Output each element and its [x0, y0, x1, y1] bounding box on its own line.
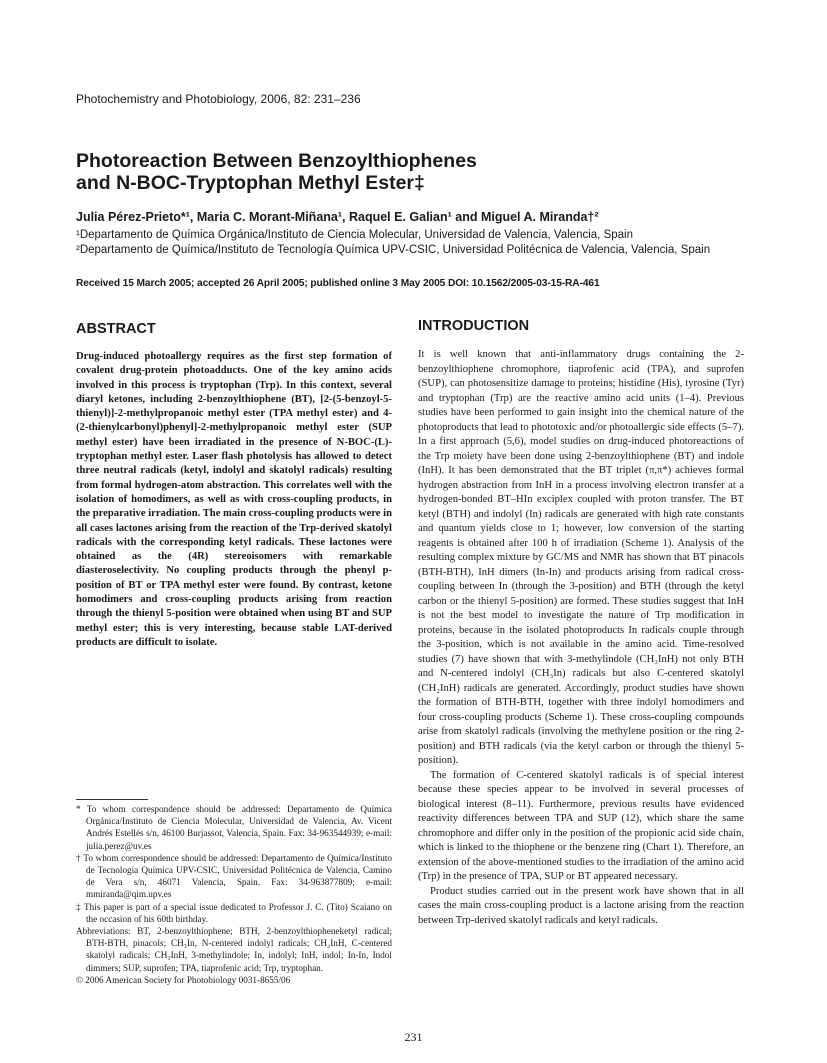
journal-citation: Photochemistry and Photobiology, 2006, 82: 231–236 [76, 92, 361, 106]
title-line-2: and N-BOC-Tryptophan Methyl Ester‡ [76, 172, 425, 194]
footnotes [76, 803, 392, 986]
page-number: 231 [404, 1030, 423, 1044]
article-title [76, 150, 676, 194]
introduction-body [418, 348, 744, 928]
footnote-copyright: © 2006 American Society for Photobiology 0031-8655/06 [76, 974, 291, 985]
footnote-corresponding-1: * To whom correspondence should be addressed: Departamento de Química Orgánica/Instituto de Ciencia Molecular, Universidad de Valencia, Av. Vicent Andrés Estellés s/n, 46100 Burjassot, Valencia, Spain. Fax: 34-963544939; e-mail: julia.perez@uv.es [76, 804, 392, 851]
affiliation-2: ²Departamento de Química/Instituto de Tecnología Química UPV-CSIC, Universidad Politécnica de Valencia, Valencia, Spain [76, 244, 711, 256]
affiliation-1: ¹Departamento de Química Orgánica/Instituto de Ciencia Molecular, Universidad de Valencia, Valencia, Spain [76, 229, 633, 241]
intro-paragraph: It is well known that anti-inflammatory drugs containing the 2-benzoylthiophene chromophore, tiaprofenic acid (TPA), and suprofen (SUP), can photosensitize damage to proteins; histidine (His), tyrosine (Tyr) and tryptophan (Trp) are the reactive amino acid units (1–4). Previous studies have been performed to gain insight into the chemical nature of the photoproducts that lead to phototoxic and/or photoallergic side effects (5–7). In a first approach (5,6), model studies on drug-induced photoreactions of the Trp moiety have been done using 2-benzoylthiophene (BT) and indole (InH). It has been demonstrated that the BT triplet (π,π*) achieves formal hydrogen abstraction from InH in a process involving electron transfer at a hydrogen-bonded BT–HIn exciplex coupled with proton transfer. The BT ketyl (BTH) and indolyl (In) radicals are generated with high rate constants and quantum yields close to 1; however, low conversion of the starting reagents is obtained after 100 h of irradiation (Scheme 1). Analysis of the resulting complex mixture by GC/MS and NMR has shown that BT pinacols (BTH-BTH), InH dimers (In-In) and products arising from radical cross-coupling between In (through the 3-position) and BTH (through the ketyl carbon or the thienyl 5-position) are formed. These studies suggest that InH is not the best model to investigate the nature of Trp modification in proteins, because in the isolated photoproducts In radicals couple through the 3-position, which is not available in the amino acid. Time-resolved studies (7) have shown that with 3-methylindole (CH₃InH) not only BTH and N-centered indolyl (CH₃In) radicals but also C-centered skatolyl (CH₂InH) radicals are generated. Accordingly, product studies have shown the formation of BTH-BTH, together with three indolyl homodimers and four cross-coupling products (Scheme 1). These cross-coupling compounds arise from skatolyl radicals (involving the methylene position or the ring 2-position) and BTH radicals (via the ketyl carbon or through the thienyl 5-position). [418, 349, 744, 766]
abstract-heading: ABSTRACT [76, 321, 156, 337]
author-list: Julia Pérez-Prieto*¹, Maria C. Morant-Miñana¹, Raquel E. Galian¹ and Miguel A. Miranda†² [76, 210, 599, 224]
intro-paragraph: Product studies carried out in the present work have shown that in all cases the main cross-coupling product is a lactone arising from the reaction between Trp-derived skatolyl radicals and ketyl radicals. [418, 885, 744, 926]
introduction-heading: INTRODUCTION [418, 318, 530, 334]
footnote-abbreviations: Abbreviations: BT, 2-benzoylthiophene; BTH, 2-benzoylthiopheneketyl radical; BTH-BTH, pinacols; CH₃In, N-centered indolyl radicals; CH₂InH, C-centered skatolyl radicals; CH₃InH, 3-methylindole; In, indolyl; InH, indol; In-In, Indol dimmers; SUP, suprofen; TPA, tiaprofenic acid; Trp, tryptophan. [76, 926, 392, 973]
footnote-corresponding-2: † To whom correspondence should be addressed: Departamento de Química/Instituto de Tecnología Química UPV-CSIC, Universidad Politécnica de Valencia, Camino de Vera s/n, 46071 Valencia, Spain. Fax: 34-963877809; e-mail: mmiranda@qim.upv.es [76, 852, 392, 900]
title-line-1: Photoreaction Between Benzoylthiophenes [76, 150, 477, 172]
footnote-rule [76, 799, 148, 800]
received-dates: Received 15 March 2005; accepted 26 April 2005; published online 3 May 2005 DOI: 10.1562/2005-03-15-RA-461 [76, 278, 600, 289]
abstract-body: Drug-induced photoallergy requires as the first step formation of covalent drug-protein photoadducts. One of the key amino acids involved in this process is tryptophan (Trp). In this context, several diaryl ketones, including 2-benzoylthiophene (BT), [2-(5-benzoyl-5-thienyl)]-2-methylpropanoic methyl ester (TPA methyl ester) and 4-(2-thienylcarbonyl)phenyl]-2-methylpropanoic methyl ester (SUP methyl ester) have been irradiated in the presence of N-BOC-(L)-tryptophan methyl ester. Laser flash photolysis has allowed to detect three neutral radicals (ketyl, indolyl and skatolyl radicals) resulting from formal hydrogen-atom abstraction. This correlates well with the isolation of homodimers, as well as with cross-coupling products, in the preparative irradiation. The main cross-coupling products were in all cases lactones arising from the reaction of the Trp-derived skatolyl radicals with the corresponding ketyl radicals. These lactones were obtained as the (4R) stereoisomers with remarkable diasteroselectivity. No coupling products through the phenyl p-position of BT or TPA methyl ester were found. By contrast, ketone homodimers and cross-coupling products arising from reaction through the thienyl 5-position were obtained when using BT and SUP methyl ester; this is very interesting, because stable LAT-derived products are difficult to isolate. [76, 351, 392, 648]
footnote-dedication: ‡ This paper is part of a special issue dedicated to Professor J. C. (Tito) Scaiano on the occasion of his 60th birthday. [76, 901, 392, 924]
intro-paragraph: The formation of C-centered skatolyl radicals is of special interest because these species appear to be involved in several processes of biological interest (8–11). Furthermore, previous results have evidenced reactivity differences between TPA and SUP (12), which share the same chromophore and differ only in the position of the propionic acid side chain, which is linked to the thiophene or the benzene ring (Chart 1). Therefore, an extension of the above-mentioned studies to the irradiation of the amino acid (Trp) in the presence of TPA, SUP or BT appeared necessary. [418, 769, 744, 882]
